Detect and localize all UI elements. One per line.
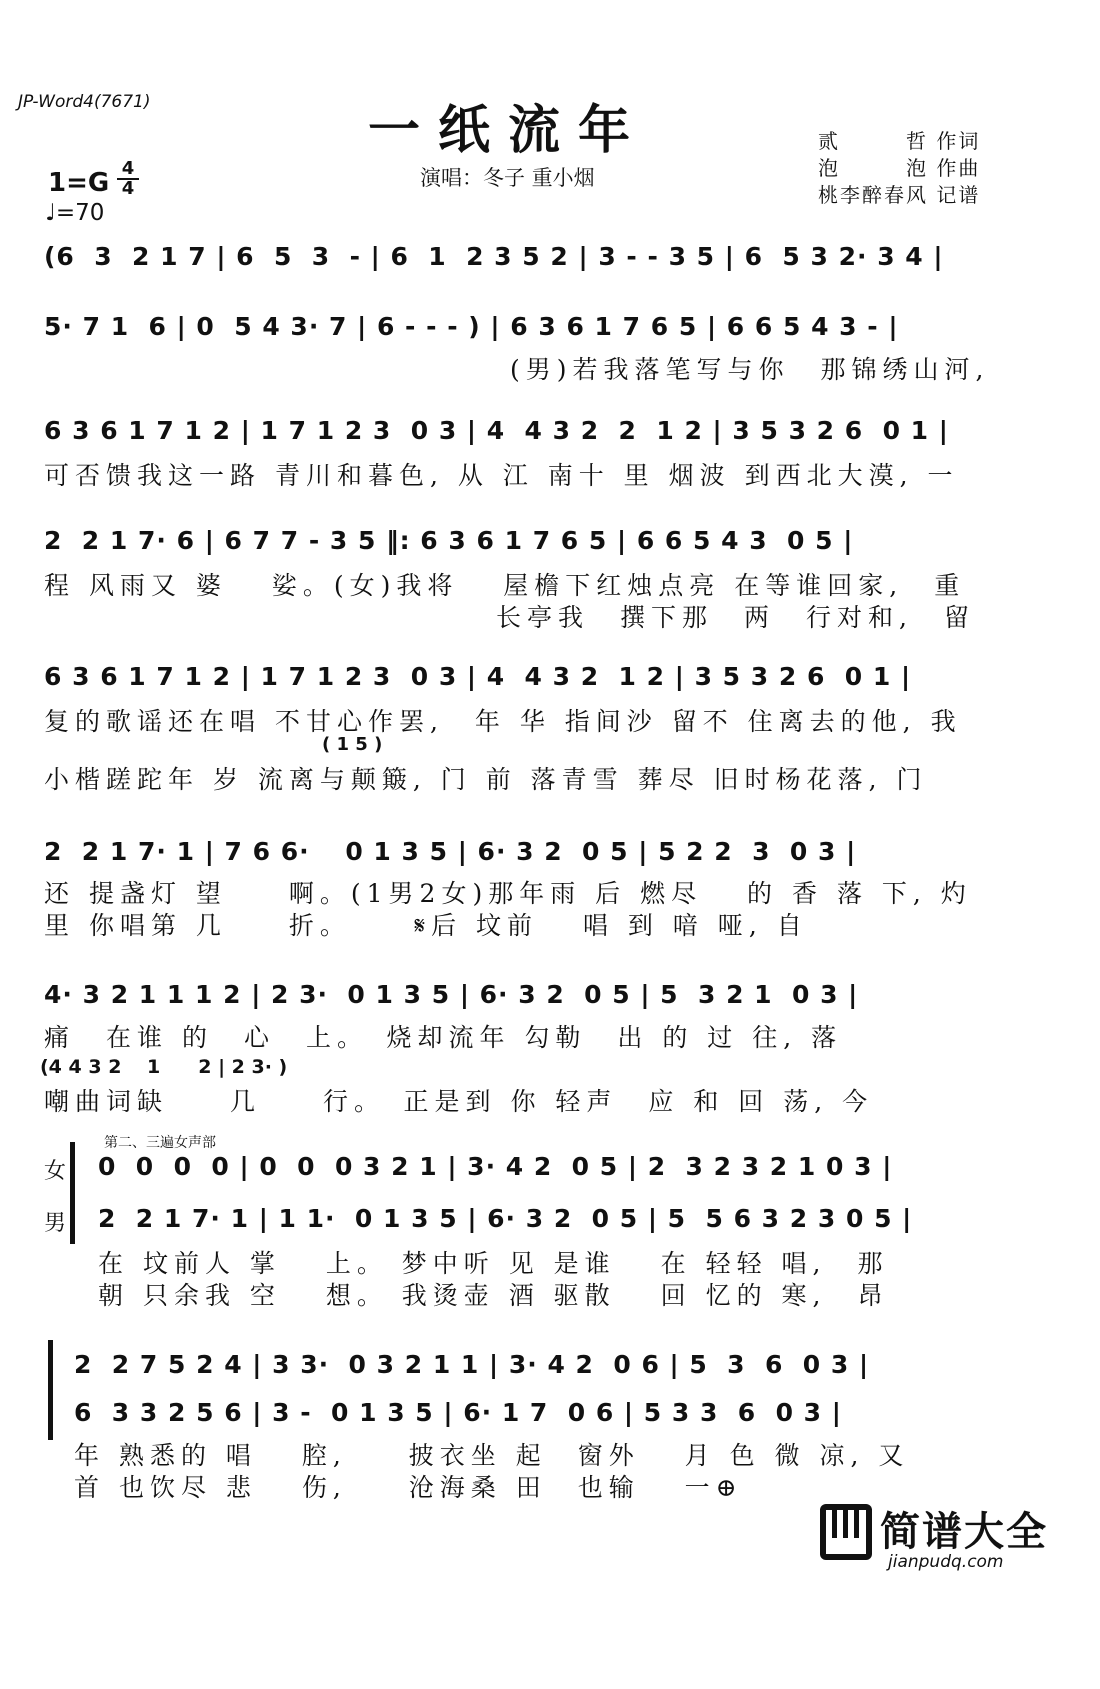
system-bracket-2 xyxy=(48,1340,63,1440)
lyric-row-5b: 小楷蹉跎年 岁 流离与颠簸, 门 前 落青雪 葬尽 旧时杨花落, 门 xyxy=(44,765,928,794)
score-row-3: 6 3 6 1 7 1 2 | 1 7 1 2 3 0 3 | 4 4 3 2 2 1 2 | 3 5 3 2 6 0 1 | xyxy=(44,416,949,445)
score-row-2: 5· 7 1 6 | 0 5 4 3· 7 | 6 - - - ) | 6 3 6 1 7 6 5 | 6 6 5 4 3 - | xyxy=(44,312,899,341)
key-signature: 1=G xyxy=(48,168,110,198)
singers: 演唱：冬子 重小烟 xyxy=(420,166,595,190)
score-row-9-bottom: 6 3 3 2 5 6 | 3 - 0 1 3 5 | 6· 1 7 0 6 | 5 3 3 6 0 3 | xyxy=(74,1398,842,1427)
score-row-5: 6 3 6 1 7 1 2 | 1 7 1 2 3 0 3 | 4 4 3 2 1 2 | 3 5 3 2 6 0 1 | xyxy=(44,662,912,691)
score-row-1: (6 3 2 1 7 | 6 5 3 - | 6 1 2 3 5 2 | 3 - - 3 5 | 6 5 3 2· 3 4 | xyxy=(44,242,944,271)
lyric-row-4b: 长亭我 撰下那 两 行对和, 留 xyxy=(496,603,975,632)
lyric-row-6a: 还 提盏灯 望 啊。(1男2女)那年雨 后 燃尽 的 香 落 下, 灼 xyxy=(44,879,972,908)
song-title: 一纸流年 xyxy=(368,100,649,161)
credit-lyricist: 贰 哲 作词 xyxy=(818,129,981,153)
lyric-row-8b: 朝 只余我 空 想。 我烫壶 酒 驱散 回 忆的 寒, 昂 xyxy=(98,1281,889,1310)
score-row-8-male: 2 2 1 7· 1 | 1 1· 0 1 3 5 | 6· 3 2 0 5 | 5 5 6 3 2 3 0 5 | xyxy=(98,1204,913,1233)
lyric-row-4a: 程 风雨又 婆 娑。(女)我将 屋檐下红烛点亮 在等谁回家, 重 xyxy=(44,571,966,600)
system-bracket xyxy=(70,1142,85,1244)
software-tag: JP-Word4(7671) xyxy=(18,92,151,112)
annotation-row-7: (4 4 3 2 1 2 | 2 3· ) xyxy=(40,1056,288,1078)
time-signature-bottom: 4 xyxy=(121,178,135,199)
tempo-marking: ♩=70 xyxy=(45,200,105,226)
lyric-row-8a: 在 坟前人 掌 上。 梦中听 见 是谁 在 轻轻 唱, 那 xyxy=(98,1249,889,1278)
annotation-row-5: ( 1 5 ) xyxy=(322,734,383,755)
voice-label-male: 男 xyxy=(44,1211,67,1236)
piano-logo-icon xyxy=(820,1504,872,1560)
score-row-7: 4· 3 2 1 1 1 2 | 2 3· 0 1 3 5 | 6· 3 2 0 5 | 5 3 2 1 0 3 | xyxy=(44,980,859,1009)
lyric-row-9a: 年 熟悉的 唱 腔, 披衣坐 起 窗外 月 色 微 凉, 又 xyxy=(74,1441,910,1470)
lyric-row-6b: 里 你唱第 几 折。 𝄋后 坟前 唱 到 喑 哑, 自 xyxy=(44,911,808,940)
lyric-row-3: 可否馈我这一路 青川和暮色, 从 江 南十 里 烟波 到西北大漠, 一 xyxy=(44,461,959,490)
lyric-row-7b: 嘲曲词缺 几 行。 正是到 你 轻声 应 和 回 荡, 今 xyxy=(44,1087,874,1116)
lyric-row-7a: 痛 在谁 的 心 上。 烧却流年 勾勒 出 的 过 往, 落 xyxy=(44,1023,843,1052)
credit-transcriber: 桃李醉春风 记谱 xyxy=(818,183,981,207)
score-row-9-top: 2 2 7 5 2 4 | 3 3· 0 3 2 1 1 | 3· 4 2 0 6 | 5 3 6 0 3 | xyxy=(74,1350,870,1379)
time-signature xyxy=(117,160,139,198)
watermark-url: jianpudq.com xyxy=(888,1552,1004,1572)
lyric-row-5a: 复的歌谣还在唱 不甘心作罢, 年 华 指间沙 留不 住离去的他, 我 xyxy=(44,707,962,736)
voice-label-female: 女 xyxy=(44,1159,67,1184)
score-row-6: 2 2 1 7· 1 | 7 6 6· 0 1 3 5 | 6· 3 2 0 5 | 5 2 2 3 0 3 | xyxy=(44,837,857,866)
voice-part-note: 第二、三遍女声部 xyxy=(104,1135,216,1151)
credit-composer: 泡 泡 作曲 xyxy=(818,156,981,180)
time-signature-top: 4 xyxy=(121,158,135,179)
score-row-8-female: 0 0 0 0 | 0 0 0 3 2 1 | 3· 4 2 0 5 | 2 3 2 3 2 1 0 3 | xyxy=(98,1152,893,1181)
lyric-row-9b: 首 也饮尽 悲 伤, 沧海桑 田 也输 一⊕ xyxy=(74,1473,743,1502)
score-row-4: 2 2 1 7· 6 | 6 7 7 - 3 5 ‖: 6 3 6 1 7 6 5 | 6 6 5 4 3 0 5 | xyxy=(44,526,854,555)
watermark-title: 简谱大全 xyxy=(880,1509,1048,1555)
lyric-row-2: (男)若我落笔写与你 那锦绣山河, xyxy=(510,355,990,384)
